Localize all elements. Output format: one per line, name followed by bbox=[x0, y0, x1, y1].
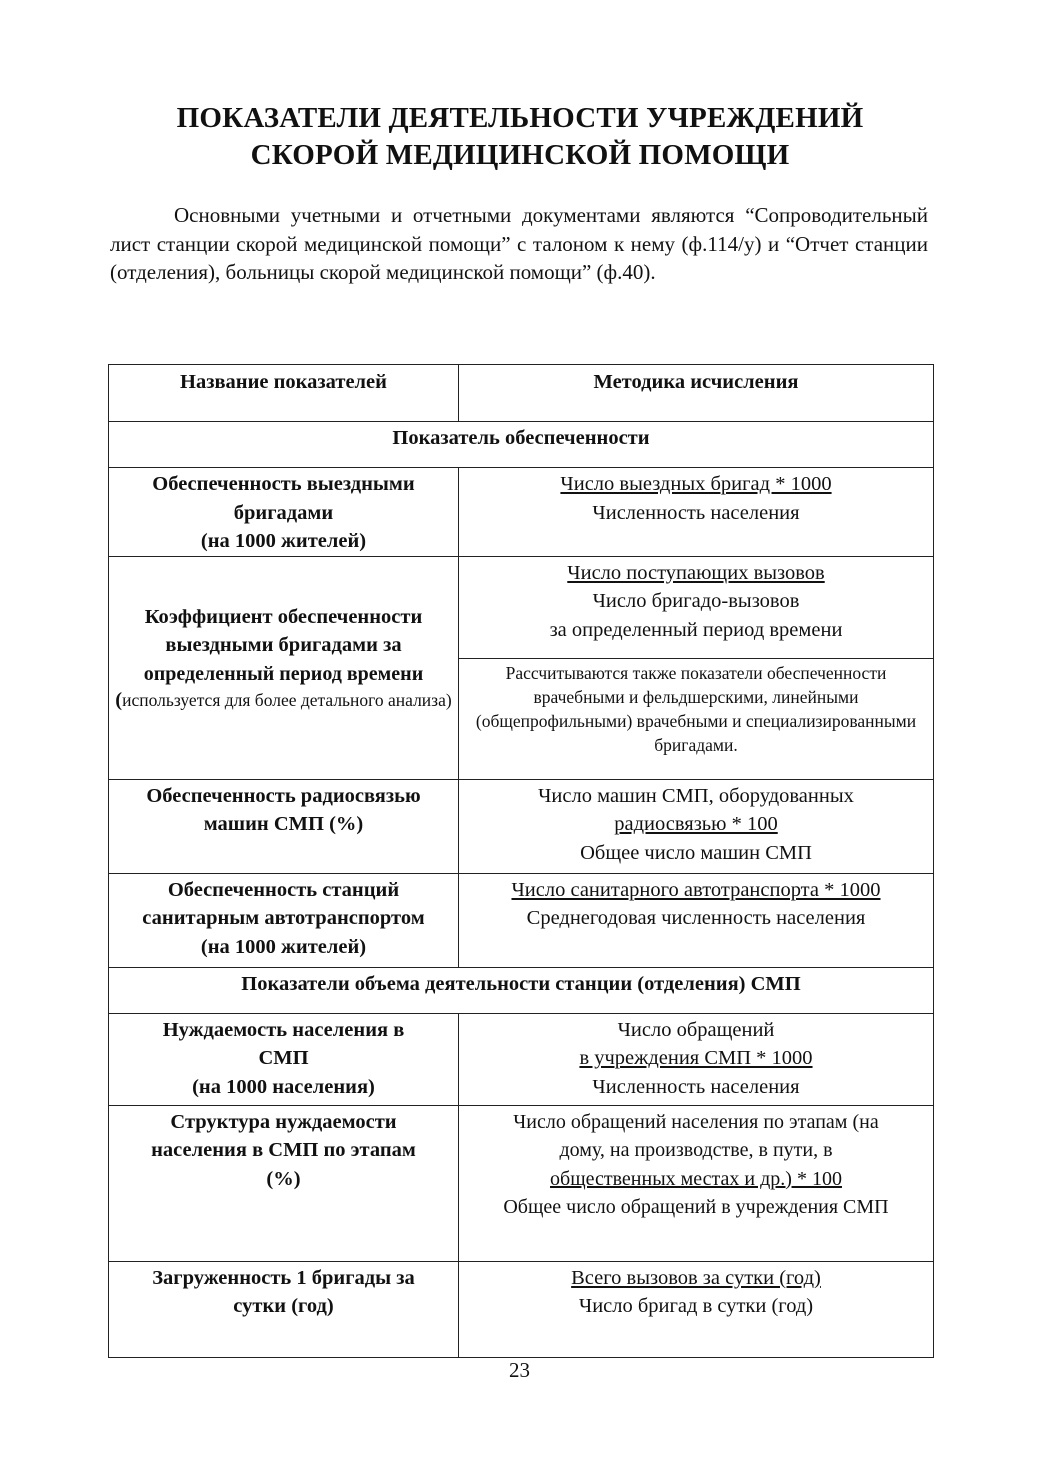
numerator: Число санитарного автотранспорта * 1000 bbox=[511, 878, 881, 901]
indicator-name bbox=[109, 1261, 459, 1357]
indicator-name bbox=[109, 1105, 459, 1261]
indicator-note: (используется для более детального анализа) bbox=[115, 689, 452, 712]
indicator-name bbox=[109, 779, 459, 873]
name-line: СМП bbox=[258, 1047, 309, 1069]
table-row bbox=[109, 779, 934, 873]
section-row bbox=[109, 967, 934, 1013]
intro-paragraph bbox=[110, 201, 928, 287]
name-line: (на 1000 населения) bbox=[192, 1075, 375, 1098]
table-row bbox=[109, 1261, 934, 1357]
name-line: Структура нуждаемости bbox=[170, 1110, 397, 1133]
name-line: выездными бригадами за bbox=[165, 634, 402, 657]
table-row bbox=[109, 556, 934, 658]
numerator: радиосвязью * 100 bbox=[614, 813, 778, 835]
numerator: общественных местах и др.) * 100 bbox=[550, 1167, 842, 1190]
title-line-2: СКОРОЙ МЕДИЦИНСКОЙ ПОМОЩИ bbox=[250, 139, 790, 171]
calculation-method bbox=[459, 468, 934, 557]
table-row bbox=[109, 1105, 934, 1261]
numerator: в учреждения СМП * 1000 bbox=[579, 1047, 813, 1069]
name-line: (%) bbox=[266, 1167, 301, 1190]
name-line: Обеспеченность станций bbox=[167, 878, 400, 901]
method-note: Рассчитываются также показатели обеспеченности врачебными и фельдшерскими, линейными (общепрофильными) врачебными и специализированными бригадами. bbox=[459, 658, 934, 779]
name-line: машин СМП (%) bbox=[203, 813, 364, 835]
indicator-name bbox=[109, 556, 459, 779]
name-line: Обеспеченность выездными bbox=[152, 473, 415, 495]
denominator: Число бригад в сутки (год) bbox=[578, 1295, 814, 1317]
indicator-name bbox=[109, 468, 459, 557]
denominator: за определенный период времени bbox=[549, 618, 843, 641]
name-line: санитарным автотранспортом bbox=[142, 907, 425, 929]
table-header-row bbox=[109, 365, 934, 422]
calculation-method bbox=[459, 1105, 934, 1261]
table-row bbox=[109, 1013, 934, 1105]
name-line: определенный период времени bbox=[143, 662, 424, 685]
denominator: Численность населения bbox=[592, 501, 800, 524]
numerator: Число поступающих вызовов bbox=[567, 561, 825, 584]
denominator: Общее число машин СМП bbox=[580, 841, 812, 864]
page-number: 23 bbox=[509, 1358, 530, 1382]
calculation-method bbox=[459, 1261, 934, 1357]
table-row bbox=[109, 468, 934, 557]
section-title-provision: Показатель обеспеченности bbox=[109, 422, 934, 468]
numerator: Всего вызовов за сутки (год) bbox=[571, 1266, 821, 1289]
table-row bbox=[109, 873, 934, 967]
name-line: Загруженность 1 бригады за bbox=[152, 1266, 415, 1289]
calculation-method bbox=[459, 779, 934, 873]
name-line: сутки (год) bbox=[233, 1295, 334, 1317]
title-line-1: ПОКАЗАТЕЛИ ДЕЯТЕЛЬНОСТИ УЧРЕЖДЕНИЙ bbox=[176, 102, 864, 134]
denominator: Общее число обращений в учреждения СМП bbox=[503, 1196, 889, 1218]
page-title bbox=[110, 100, 930, 174]
name-line: Коэффициент обеспеченности bbox=[144, 605, 423, 628]
name-line: бригадами bbox=[233, 501, 334, 524]
calculation-method bbox=[459, 556, 934, 658]
name-line: Обеспеченность радиосвязью bbox=[146, 784, 421, 807]
intro-text: Основными учетными и отчетными документами являются “Сопроводительный лист станции скорой медицинской помощи” с талоном к нему (ф.114/у) и “Отчет станции (отделения), больницы скорой медицинской помощи” (ф.40). bbox=[110, 203, 928, 284]
calculation-method bbox=[459, 1013, 934, 1105]
numerator: Число обращений bbox=[617, 1018, 775, 1041]
calculation-method bbox=[459, 873, 934, 967]
name-line: Нуждаемость населения в bbox=[162, 1018, 405, 1041]
col1-header: Название показателей bbox=[109, 365, 459, 422]
name-line: (на 1000 жителей) bbox=[200, 935, 367, 958]
numerator: Число выездных бригад * 1000 bbox=[560, 473, 832, 495]
indicator-name bbox=[109, 873, 459, 967]
numerator: Число обращений населения по этапам (на bbox=[513, 1110, 879, 1133]
section-row bbox=[109, 422, 934, 468]
denominator: Число бригадо-вызовов bbox=[592, 590, 800, 612]
name-line: населения в СМП по этапам bbox=[151, 1139, 416, 1161]
numerator: Число машин СМП, оборудованных bbox=[538, 784, 854, 807]
indicator-name bbox=[109, 1013, 459, 1105]
col2-header: Методика исчисления bbox=[459, 365, 934, 422]
name-line: (на 1000 жителей) bbox=[200, 530, 367, 552]
denominator: Среднегодовая численность населения bbox=[526, 907, 866, 929]
numerator: дому, на производстве, в пути, в bbox=[559, 1139, 833, 1161]
indicators-table bbox=[108, 364, 934, 1358]
denominator: Численность населения bbox=[592, 1075, 800, 1098]
section-title-volume: Показатели объема деятельности станции (отделения) СМП bbox=[109, 967, 934, 1013]
